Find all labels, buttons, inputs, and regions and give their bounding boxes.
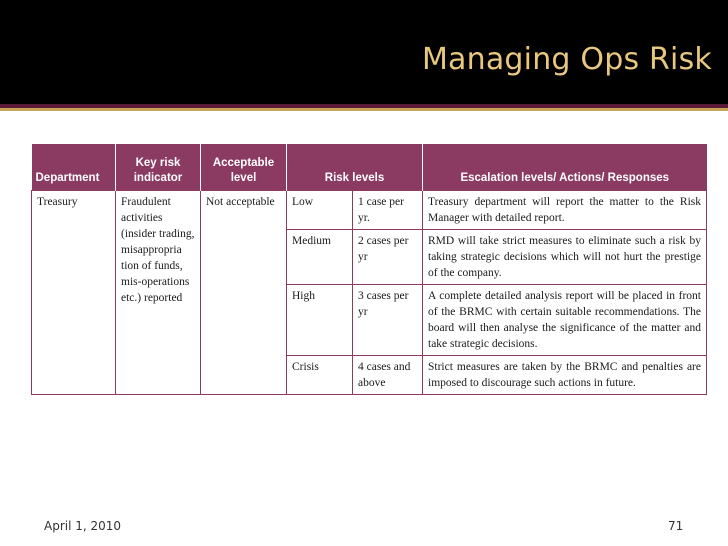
cell-cases: 3 cases per yr (353, 285, 423, 356)
gold-divider (0, 108, 728, 111)
cell-key-risk-indicator: Fraudulent activities (insider trading, misappropria tion of funds, mis-operations etc.) reported (116, 191, 201, 395)
cell-risk-level: High (287, 285, 353, 356)
slide-title: Managing Ops Risk (421, 42, 712, 77)
cell-risk-level: Low (287, 191, 353, 230)
table-header-row (32, 144, 707, 191)
cell-action: RMD will take strict measures to eliminate such a risk by taking strategic decisions which will not hurt the prestige of the company. (423, 230, 707, 285)
page-number: 71 (668, 519, 684, 533)
table-row (32, 191, 707, 230)
header-escalation: Escalation levels/ Actions/ Responses (423, 144, 707, 191)
cell-action: Treasury department will report the matter to the Risk Manager with detailed report. (423, 191, 707, 230)
cell-cases: 4 cases and above (353, 356, 423, 395)
cell-cases: 1 case per yr. (353, 191, 423, 230)
cell-department: Treasury (32, 191, 116, 395)
cell-action: A complete detailed analysis report will be placed in front of the BRMC with certain suitable recommendations. The board will then analyse the significance of the matter and take strategic decisions. (423, 285, 707, 356)
cell-risk-level: Medium (287, 230, 353, 285)
header-acceptable-level: Acceptable level (201, 144, 287, 191)
cell-cases: 2 cases per yr (353, 230, 423, 285)
risk-table (31, 144, 707, 395)
header-key-risk-indicator: Key risk indicator (116, 144, 201, 191)
header-risk-levels: Risk levels (287, 144, 423, 191)
cell-acceptable-level: Not acceptable (201, 191, 287, 395)
title-bar (0, 0, 728, 104)
header-department: Department (32, 144, 116, 191)
footer-date: April 1, 2010 (44, 519, 122, 533)
cell-risk-level: Crisis (287, 356, 353, 395)
cell-action: Strict measures are taken by the BRMC and penalties are imposed to discourage such actions in future. (423, 356, 707, 395)
